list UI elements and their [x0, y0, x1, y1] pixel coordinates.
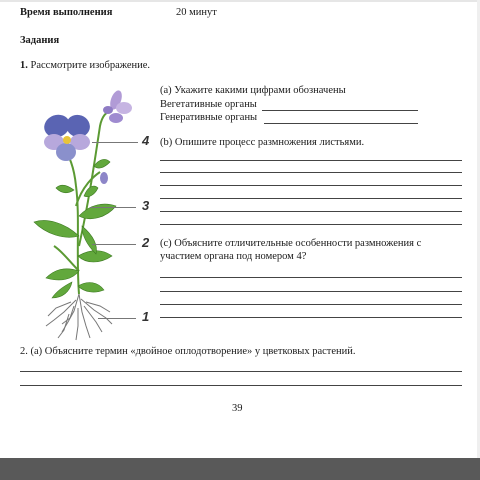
answer-line-c1[interactable]: [160, 277, 462, 278]
answer-line-task2-2[interactable]: [20, 385, 462, 386]
task1a-generative-label: Генеративные органы: [160, 112, 258, 123]
answer-line-b1[interactable]: [160, 160, 462, 161]
task2-text: 2. (a) Объясните термин «двойное оплодотворение» у цветковых растений.: [20, 346, 356, 357]
flower-bud: [100, 172, 108, 184]
task1c-question-line2: участием органа под номером 4?: [160, 251, 307, 262]
figure-label-1: 1: [142, 309, 150, 324]
task1-text: Рассмотрите изображение.: [30, 60, 151, 71]
answer-line-task2-1[interactable]: [20, 371, 462, 372]
figure-label-3: 3: [142, 198, 150, 213]
task1c-question-line1: (c) Объясните отличительные особенности размножения с: [160, 238, 422, 249]
leader-line-1: [98, 318, 136, 319]
answer-line-b6[interactable]: [160, 224, 462, 225]
roots: [46, 294, 112, 340]
flower-side: [103, 89, 132, 123]
leader-line-2: [92, 244, 136, 245]
answer-line-c4[interactable]: [160, 317, 462, 318]
task1b-question: (b) Опишите процесс размножения листьями.: [160, 137, 365, 148]
task2-question: [20, 346, 356, 357]
answer-line-b5[interactable]: [160, 211, 462, 212]
leader-line-4: [92, 142, 138, 143]
time-value: 20 минут: [176, 7, 217, 18]
answer-line-generative[interactable]: [264, 123, 418, 124]
figure-label-2: 2: [142, 235, 150, 250]
answer-line-b2[interactable]: [160, 172, 462, 173]
flower-main: [41, 111, 93, 161]
answer-line-c3[interactable]: [160, 304, 462, 305]
time-label: Время выполнения: [20, 7, 113, 18]
plant-illustration: [24, 86, 164, 344]
top-edge: [0, 0, 480, 2]
answer-line-c2[interactable]: [160, 291, 462, 292]
answer-line-vegetative[interactable]: [262, 110, 418, 111]
answer-line-b3[interactable]: [160, 185, 462, 186]
task1a-vegetative-label: Вегетативные органы: [160, 99, 257, 110]
leader-line-3: [90, 207, 136, 208]
task1-heading: [20, 60, 150, 71]
page-number: 39: [232, 403, 243, 414]
figure-label-4: 4: [142, 133, 150, 148]
bottom-toolbar: [0, 458, 480, 480]
task1-number: 1.: [20, 60, 28, 71]
section-title: Задания: [20, 35, 60, 46]
answer-line-b4[interactable]: [160, 198, 462, 199]
task1a-question: (a) Укажите какими цифрами обозначены: [160, 85, 346, 96]
